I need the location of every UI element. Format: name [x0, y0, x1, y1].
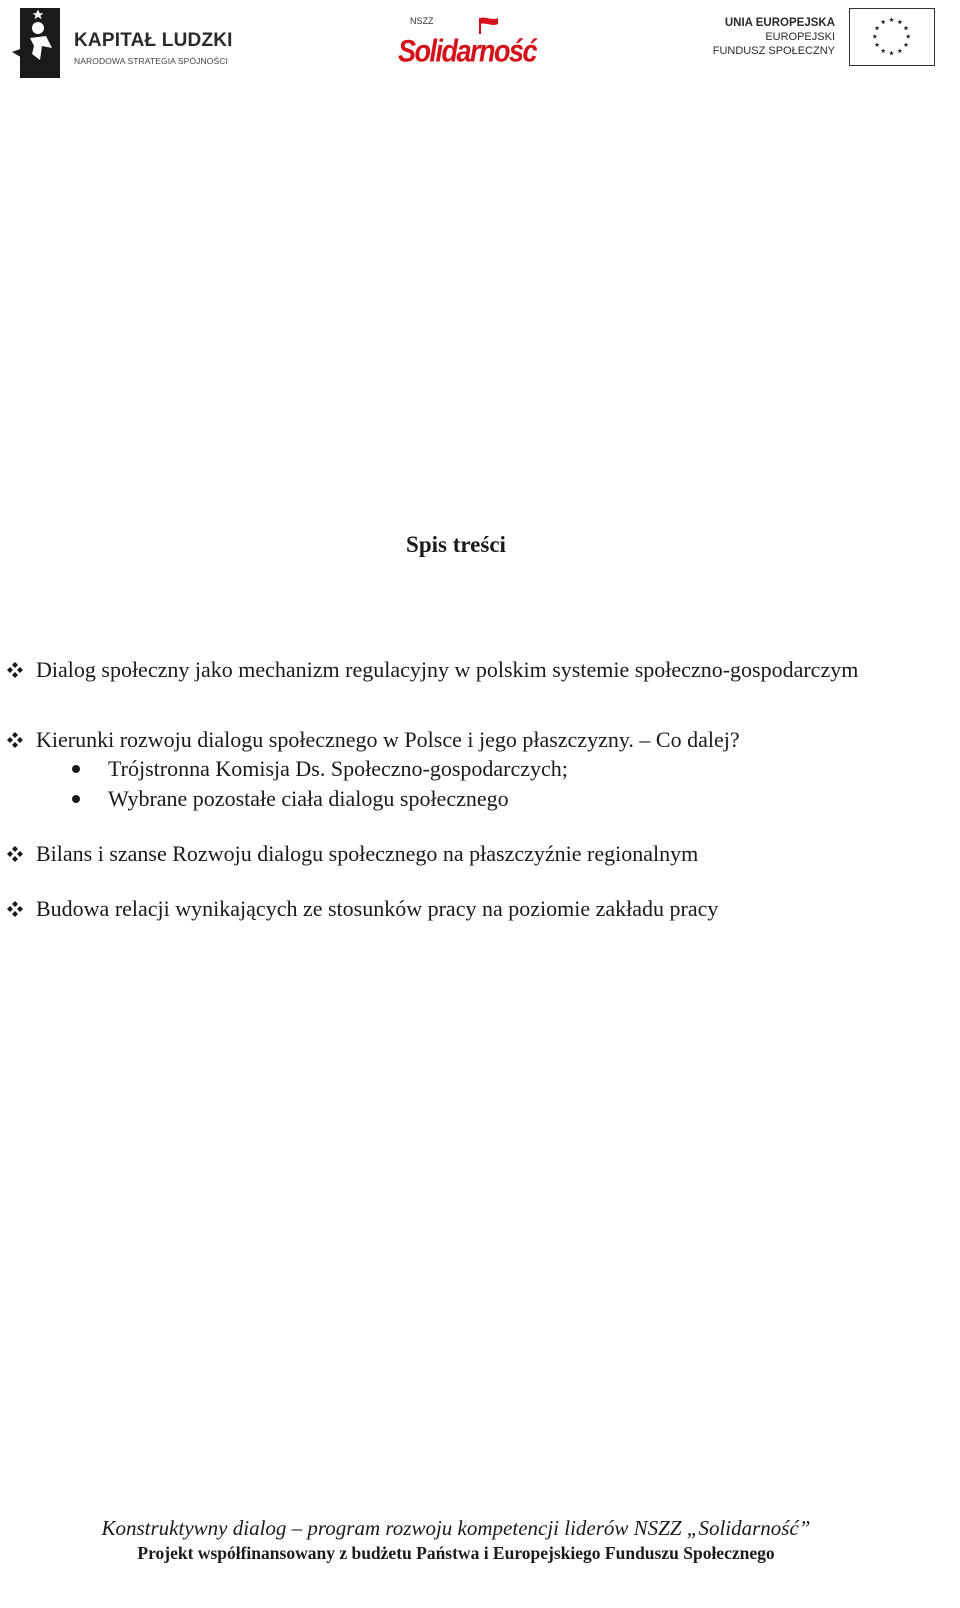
- toc-item-label: Budowa relacji wynikających ze stosunków pracy na poziomie zakładu pracy: [36, 896, 719, 921]
- solidarnosc-nszz-label: NSZZ: [410, 16, 434, 26]
- eu-logo: [712, 8, 947, 70]
- toc-item-label: Bilans i szanse Rozwoju dialogu społecznego na płaszczyźnie regionalnym: [36, 841, 699, 866]
- eu-star-icon: [881, 48, 886, 53]
- bullet-dot-icon: [72, 795, 80, 803]
- four-diamond-bullet-icon: [6, 661, 24, 679]
- eu-flag: [849, 8, 935, 66]
- eu-star-icon: [897, 19, 902, 24]
- eu-star-icon: [889, 51, 894, 56]
- page-header: [0, 0, 960, 90]
- solidarnosc-wordmark: Solidarność: [398, 34, 537, 69]
- eu-line-2: EUROPEJSKI: [765, 31, 835, 43]
- kapital-ludzki-subtitle: NARODOWA STRATEGIA SPÓJNOŚCI: [74, 56, 228, 66]
- solidarnosc-flag-icon: [450, 16, 500, 34]
- eu-star-icon: [875, 26, 880, 31]
- four-diamond-bullet-icon: [6, 845, 24, 863]
- footer-funding-note: Projekt współfinansowany z budżetu Państwa i Europejskiego Funduszu Społecznego: [137, 1543, 775, 1563]
- toc-item-label: Kierunki rozwoju dialogu społecznego w Polsce i jego płaszczyzny. – Co dalej?: [36, 727, 740, 752]
- eu-star-icon: [897, 48, 902, 53]
- eu-star-icon: [906, 34, 911, 39]
- eu-star-icon: [872, 34, 877, 39]
- four-diamond-bullet-icon: [6, 731, 24, 749]
- kapital-ludzki-mark-icon: [12, 8, 60, 78]
- toc-subitem-label: Trójstronna Komisja Ds. Społeczno-gospodarczych;: [108, 756, 568, 781]
- toc-subitem-label: Wybrane pozostałe ciała dialogu społecznego: [108, 786, 509, 811]
- eu-star-icon: [875, 42, 880, 47]
- eu-star-icon: [904, 26, 909, 31]
- toc-item-label: Dialog społeczny jako mechanizm regulacyjny w polskim systemie społeczno-gospodarczym: [36, 657, 859, 682]
- footer-program-name: Konstruktywny dialog – program rozwoju kompetencji liderów NSZZ „Solidarność”: [101, 1516, 811, 1540]
- four-diamond-bullet-icon: [6, 900, 24, 918]
- eu-logo-text: [713, 16, 835, 58]
- solidarnosc-logo: [398, 12, 537, 69]
- eu-star-icon: [889, 17, 894, 22]
- eu-line-1: UNIA EUROPEJSKA: [724, 17, 835, 29]
- eu-star-icon: [904, 42, 909, 47]
- eu-stars-flag-icon: [850, 9, 933, 64]
- eu-line-3: FUNDUSZ SPOŁECZNY: [712, 45, 835, 57]
- eu-star-icon: [881, 19, 886, 24]
- bullet-dot-icon: [72, 765, 80, 773]
- kapital-ludzki-title: KAPITAŁ LUDZKI: [74, 30, 233, 51]
- kapital-ludzki-logo: [12, 8, 242, 80]
- toc-title: Spis treści: [406, 532, 506, 557]
